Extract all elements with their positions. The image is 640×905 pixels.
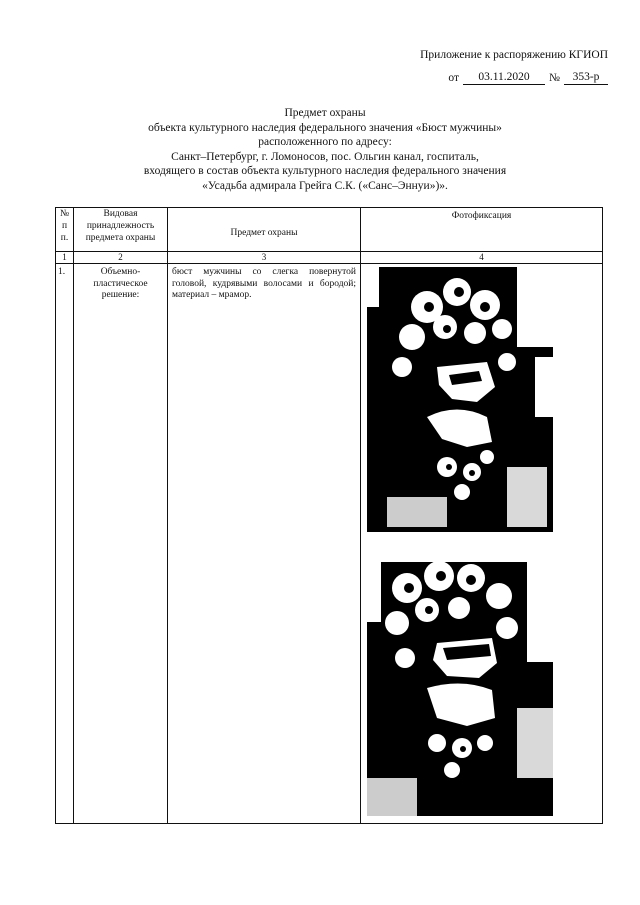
title-block xyxy=(60,106,590,194)
title-line-3: расположенного по адресу: xyxy=(258,136,392,149)
column-number-row xyxy=(56,252,603,264)
row-kind-line: решение: xyxy=(101,290,140,300)
order-date: 03.11.2020 xyxy=(463,70,545,85)
row-description: бюст мужчины со слегка повернутой головой, кудрявыми волосами и бородой; материал – мрамор. xyxy=(168,264,361,824)
header-kind xyxy=(74,208,168,252)
title-line-6: «Усадьба адмирала Грейга С.К. («Санс–Эннуи»)». xyxy=(202,179,448,192)
header-photo: Фотофиксация xyxy=(361,208,603,252)
title-line-2: объекта культурного наследия федерального значения «Бюст мужчины» xyxy=(148,121,502,134)
number-label: № xyxy=(549,72,560,84)
title-line-5: входящего в состав объекта культурного наследия федерального значения xyxy=(143,165,507,178)
title-line-1: Предмет охраны xyxy=(284,107,366,119)
header-subject: Предмет охраны xyxy=(168,208,361,252)
col-number: 2 xyxy=(74,252,168,264)
table-header-row xyxy=(56,208,603,252)
header-no xyxy=(56,208,74,252)
bust-photo-2 xyxy=(367,548,553,816)
appendix-label: Приложение к распоряжению КГИОП xyxy=(420,49,608,61)
order-number: 353-р xyxy=(564,70,608,85)
order-line xyxy=(448,70,608,85)
col-number: 4 xyxy=(361,252,603,264)
row-kind xyxy=(74,264,168,824)
header-no-line: п xyxy=(61,221,68,231)
row-number: 1. xyxy=(56,264,74,824)
protection-table xyxy=(55,207,603,824)
header-kind-line: Видовая xyxy=(103,209,138,219)
row-kind-line: пластическое xyxy=(93,278,148,289)
header-no-line: п. xyxy=(60,233,69,243)
header-no-line: № xyxy=(59,209,70,219)
header-kind-line: предмета охраны xyxy=(85,233,156,243)
from-label: от xyxy=(448,72,460,84)
col-number: 3 xyxy=(168,252,361,264)
bust-photo-1 xyxy=(367,267,553,532)
col-number: 1 xyxy=(56,252,74,264)
header-kind-line: принадлежность xyxy=(86,221,155,231)
row-photos xyxy=(361,264,603,824)
row-kind-line: Объемно- xyxy=(100,267,141,277)
title-line-4: Санкт–Петербург, г. Ломоносов, пос. Ольгин канал, госпиталь, xyxy=(171,150,479,163)
table-row xyxy=(56,264,603,824)
